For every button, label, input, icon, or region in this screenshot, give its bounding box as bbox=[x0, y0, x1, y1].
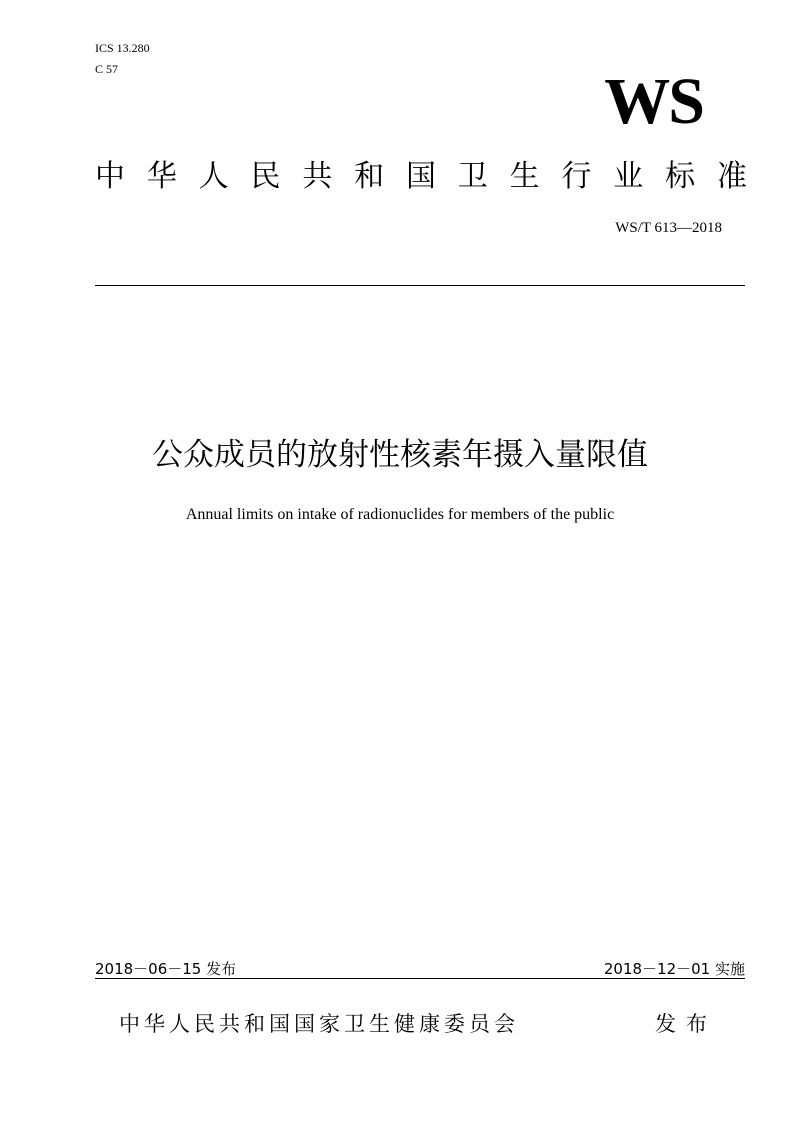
standard-type-char: 和 bbox=[354, 159, 385, 194]
standard-number: WS/T 613—2018 bbox=[615, 220, 722, 236]
footer-divider bbox=[95, 978, 745, 979]
implementation-date: 2018－12－01 实施 bbox=[603, 960, 745, 978]
issue-label: 发布 bbox=[655, 1012, 717, 1036]
standard-type-char: 生 bbox=[509, 159, 540, 194]
standard-type-char: 民 bbox=[250, 159, 281, 194]
ccs-code: C 57 bbox=[95, 62, 119, 76]
standard-type-char: 共 bbox=[302, 159, 333, 194]
ws-logo: WS bbox=[604, 65, 703, 138]
title-english: Annual limits on intake of radionuclides for members of the public bbox=[185, 506, 615, 523]
standard-type-char: 人 bbox=[198, 159, 229, 194]
release-date: 2018－06－15 发布 bbox=[95, 960, 237, 978]
standard-type-char: 业 bbox=[613, 159, 644, 194]
standard-type-char: 华 bbox=[146, 159, 177, 194]
issuing-authority: 中华人民共和国国家卫生健康委员会 bbox=[119, 1012, 519, 1036]
title-chinese bbox=[0, 433, 800, 477]
header-divider bbox=[95, 285, 745, 286]
ics-code: ICS 13.280 bbox=[95, 41, 150, 55]
standard-type-char: 国 bbox=[405, 159, 436, 194]
title-chinese-text: 公众成员的放射性核素年摄入量限值 bbox=[152, 437, 648, 473]
standard-type-heading bbox=[95, 156, 747, 198]
standard-type-char: 行 bbox=[561, 159, 592, 194]
standard-type-char: 标 bbox=[665, 159, 696, 194]
standard-type-char: 卫 bbox=[457, 159, 488, 194]
standard-type-char: 中 bbox=[95, 159, 125, 194]
standard-type-char: 准 bbox=[716, 159, 747, 194]
